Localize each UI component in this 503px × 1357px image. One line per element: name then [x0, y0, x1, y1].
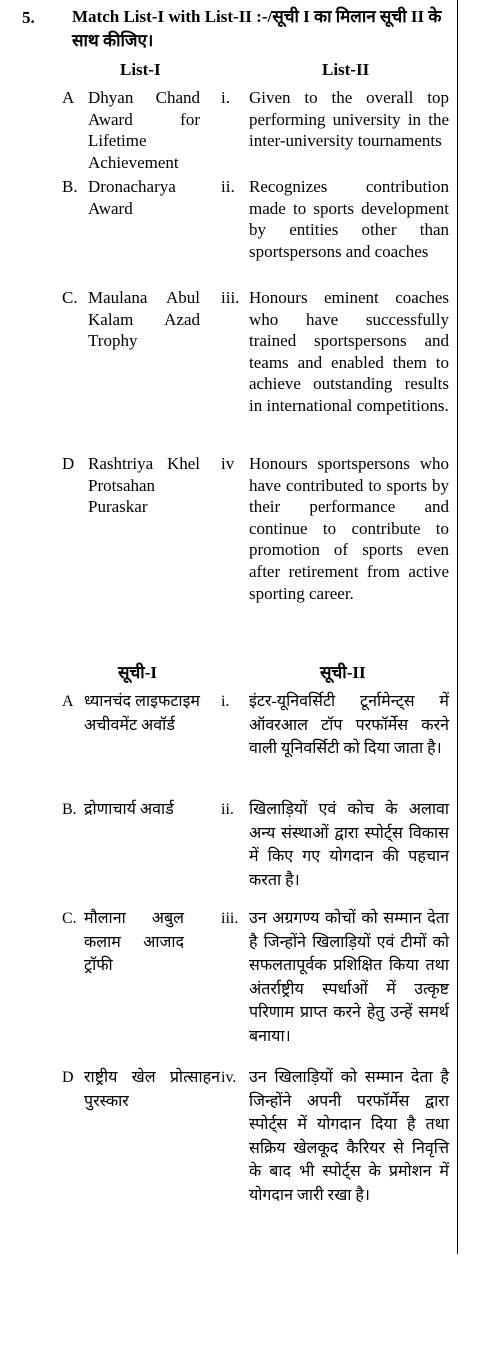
list1-label: C.	[62, 288, 78, 307]
list1-label: D	[62, 454, 75, 473]
list1-label: C.	[62, 910, 77, 927]
list2-item: Given to the overall top performing university in the inter-university tournaments	[249, 88, 449, 151]
list1-header-english: List-I	[120, 60, 161, 79]
list2-label: iv.	[221, 1069, 237, 1086]
list1-item: ध्यानचंद लाइफटाइम अचीवमेंट अवॉर्ड	[84, 693, 200, 734]
list2-label: iii.	[221, 910, 239, 927]
list2-item: उन अग्रगण्य कोचों को सम्मान देता है जिन्होंने खिलाड़ियों एवं टीमों को सफलतापूर्वक प्रशिक्षित किया तथा अंतर्राष्ट्रीय स्पर्धाओं में उत्कृष्ट परिणाम प्राप्त करने हेतु उन्हें समर्थ बनाया।	[249, 910, 449, 1045]
list1-label: A	[62, 88, 75, 107]
list1-item: Dhyan Chand Award for Lifetime Achievement	[88, 88, 200, 172]
list1-label: A	[62, 693, 74, 710]
list1-header-hindi: सूची-I	[118, 663, 157, 682]
list2-header-english: List-II	[322, 60, 370, 79]
list2-label: iii.	[221, 288, 240, 307]
list1-label: B.	[62, 801, 77, 818]
list2-label: iv	[221, 454, 235, 473]
list1-item: राष्ट्रीय खेल प्रोत्साहन पुरस्कार	[84, 1069, 220, 1110]
list2-item: Honours sportspersons who have contributed to sports by their performance and continue to contribute to promotion of sports even after retirement from active sporting career.	[249, 454, 449, 603]
list1-label: B.	[62, 177, 78, 196]
list1-item: Rashtriya Khel Protsahan Puraskar	[88, 454, 200, 517]
question-title: Match List-I with List-II :-/सूची I का मिलान सूची II के साथ कीजिए।	[72, 7, 442, 50]
list2-header-hindi: सूची-II	[320, 663, 366, 682]
list2-label: ii.	[221, 801, 234, 818]
margin-rule	[457, 0, 458, 1254]
list1-item: द्रोणाचार्य अवार्ड	[84, 801, 174, 818]
list2-item: Recognizes contribution made to sports development by entities other than sportspersons and coaches	[249, 177, 449, 261]
list2-item: Honours eminent coaches who have successfully trained sportspersons and teams and enabled them to achieve outstanding results in international competitions.	[249, 288, 449, 415]
list1-item: Dronacharya Award	[88, 177, 176, 218]
list1-item: मौलाना अबुल कलाम आजाद ट्रॉफी	[84, 910, 184, 974]
list1-label: D	[62, 1069, 74, 1086]
list2-item: इंटर-यूनिवर्सिटी टूर्नामेन्ट्स में ऑवरआल टॉप परफॉर्मेस करने वाली यूनिवर्सिटी को दिया जाता है।	[249, 693, 449, 757]
list2-item: उन खिलाड़ियों को सम्मान देता है जिन्होंने अपनी परफॉर्मेस द्वारा स्पोर्ट्स में योगदान दिया है तथा सक्रिय खेलकूद कैरियर से निवृत्ति के बाद भी स्पोर्ट्स के प्रमोशन में योगदान जारी रखा है।	[249, 1069, 449, 1204]
list2-item: खिलाड़ियों एवं कोच के अलावा अन्य संस्थाओं द्वारा स्पोर्ट्स विकास में किए गए योगदान की पहचान करता है।	[249, 801, 449, 889]
list2-label: i.	[221, 693, 230, 710]
list1-item: Maulana Abul Kalam Azad Trophy	[88, 288, 200, 351]
list2-label: ii.	[221, 177, 235, 196]
question-number: 5.	[22, 8, 35, 27]
list2-label: i.	[221, 88, 230, 107]
